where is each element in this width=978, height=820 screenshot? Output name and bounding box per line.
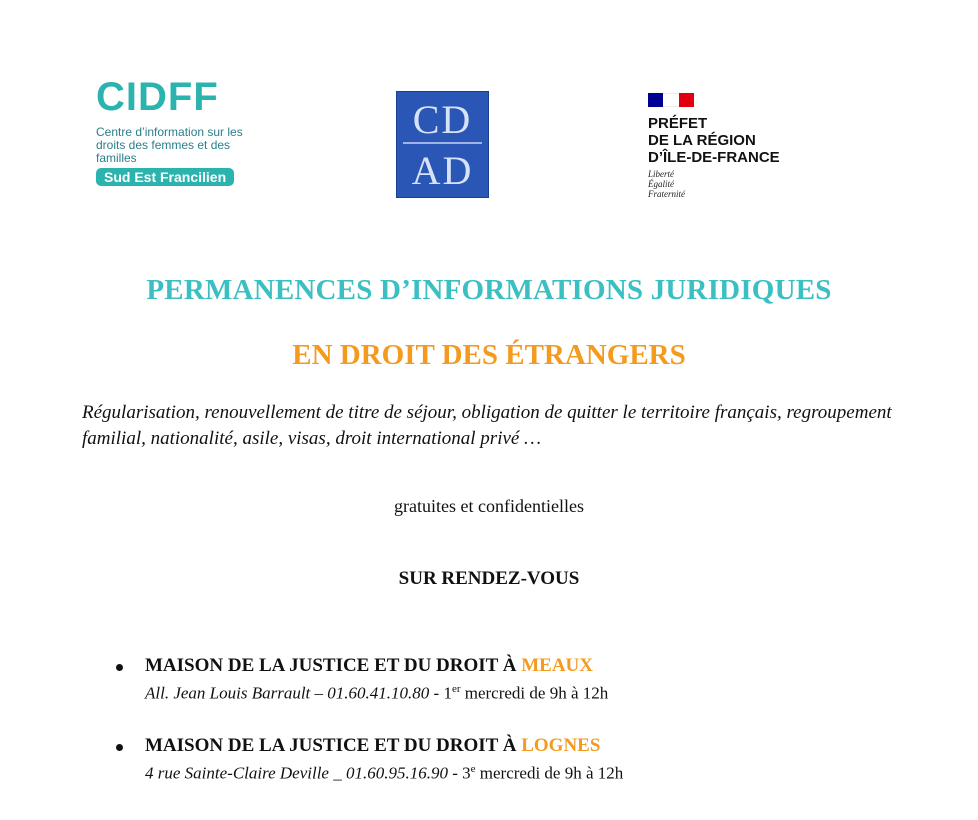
- location-title: [145, 735, 912, 757]
- bullet-icon: [116, 664, 123, 671]
- location-title: [145, 655, 912, 677]
- location-schedule: mercredi de 9h à 12h: [460, 683, 609, 703]
- location-label: MAISON DE LA JUSTICE ET DU DROIT À: [145, 655, 517, 676]
- location-address: 4 rue Sainte-Claire Deville _ 01.60.95.16.90: [145, 763, 448, 783]
- prefet-logo: [648, 93, 818, 199]
- location-schedule: mercredi de 9h à 12h: [475, 763, 624, 783]
- cidff-logo-subtitle: Centre d’information sur les droits des femmes et des familles: [96, 125, 243, 165]
- sub-title: EN DROIT DES ÉTRANGERS: [292, 339, 686, 371]
- location-city: LOGNES: [521, 735, 601, 756]
- devise-fraternite: Fraternité: [648, 189, 685, 199]
- topics-description: Régularisation, renouvellement de titre de séjour, obligation de quitter le territoire français, regroupement familial, nationalité, asile, visas, droit international privé …: [82, 402, 892, 449]
- devise-liberte: Liberté: [648, 169, 674, 179]
- bullet-icon: [116, 744, 123, 751]
- location-address: All. Jean Louis Barrault – 01.60.41.10.80: [145, 683, 430, 703]
- cdad-logo-bottom: AD: [411, 148, 474, 193]
- prefet-logo-text: [648, 115, 818, 166]
- prefet-line-3: D’ÎLE-DE-FRANCE: [648, 149, 780, 166]
- cidff-logo-word: CIDFF: [96, 75, 219, 119]
- location-separator: -: [429, 683, 444, 703]
- location-ordinal-suffix: er: [451, 683, 461, 695]
- marianne-flag-icon: [648, 93, 694, 107]
- appointment-notice: SUR RENDEZ-VOUS: [398, 568, 580, 589]
- location-label: MAISON DE LA JUSTICE ET DU DROIT À: [145, 735, 517, 756]
- location-ordinal-suffix: e: [470, 763, 476, 775]
- location-ordinal: 1: [443, 683, 452, 703]
- cdad-logo: [396, 91, 489, 198]
- location-item-meaux: [112, 655, 912, 706]
- free-confidential-note: gratuites et confidentielles: [394, 496, 584, 516]
- cidff-logo-band: Sud Est Francilien: [96, 168, 234, 186]
- devise-egalite: Égalité: [648, 179, 674, 189]
- prefet-devise: [648, 169, 818, 199]
- location-item-lognes: [112, 735, 912, 786]
- location-details: [145, 757, 912, 786]
- cdad-logo-divider: [403, 142, 482, 144]
- main-title: PERMANENCES D’INFORMATIONS JURIDIQUES: [146, 274, 832, 306]
- location-ordinal: 3: [462, 763, 471, 783]
- cidff-logo: [96, 76, 276, 187]
- cdad-logo-top: CD: [412, 97, 473, 142]
- location-separator: -: [447, 763, 463, 783]
- location-city: MEAUX: [521, 655, 593, 676]
- location-details: [145, 677, 912, 706]
- prefet-line-2: DE LA RÉGION: [648, 132, 756, 149]
- prefet-line-1: PRÉFET: [648, 115, 708, 132]
